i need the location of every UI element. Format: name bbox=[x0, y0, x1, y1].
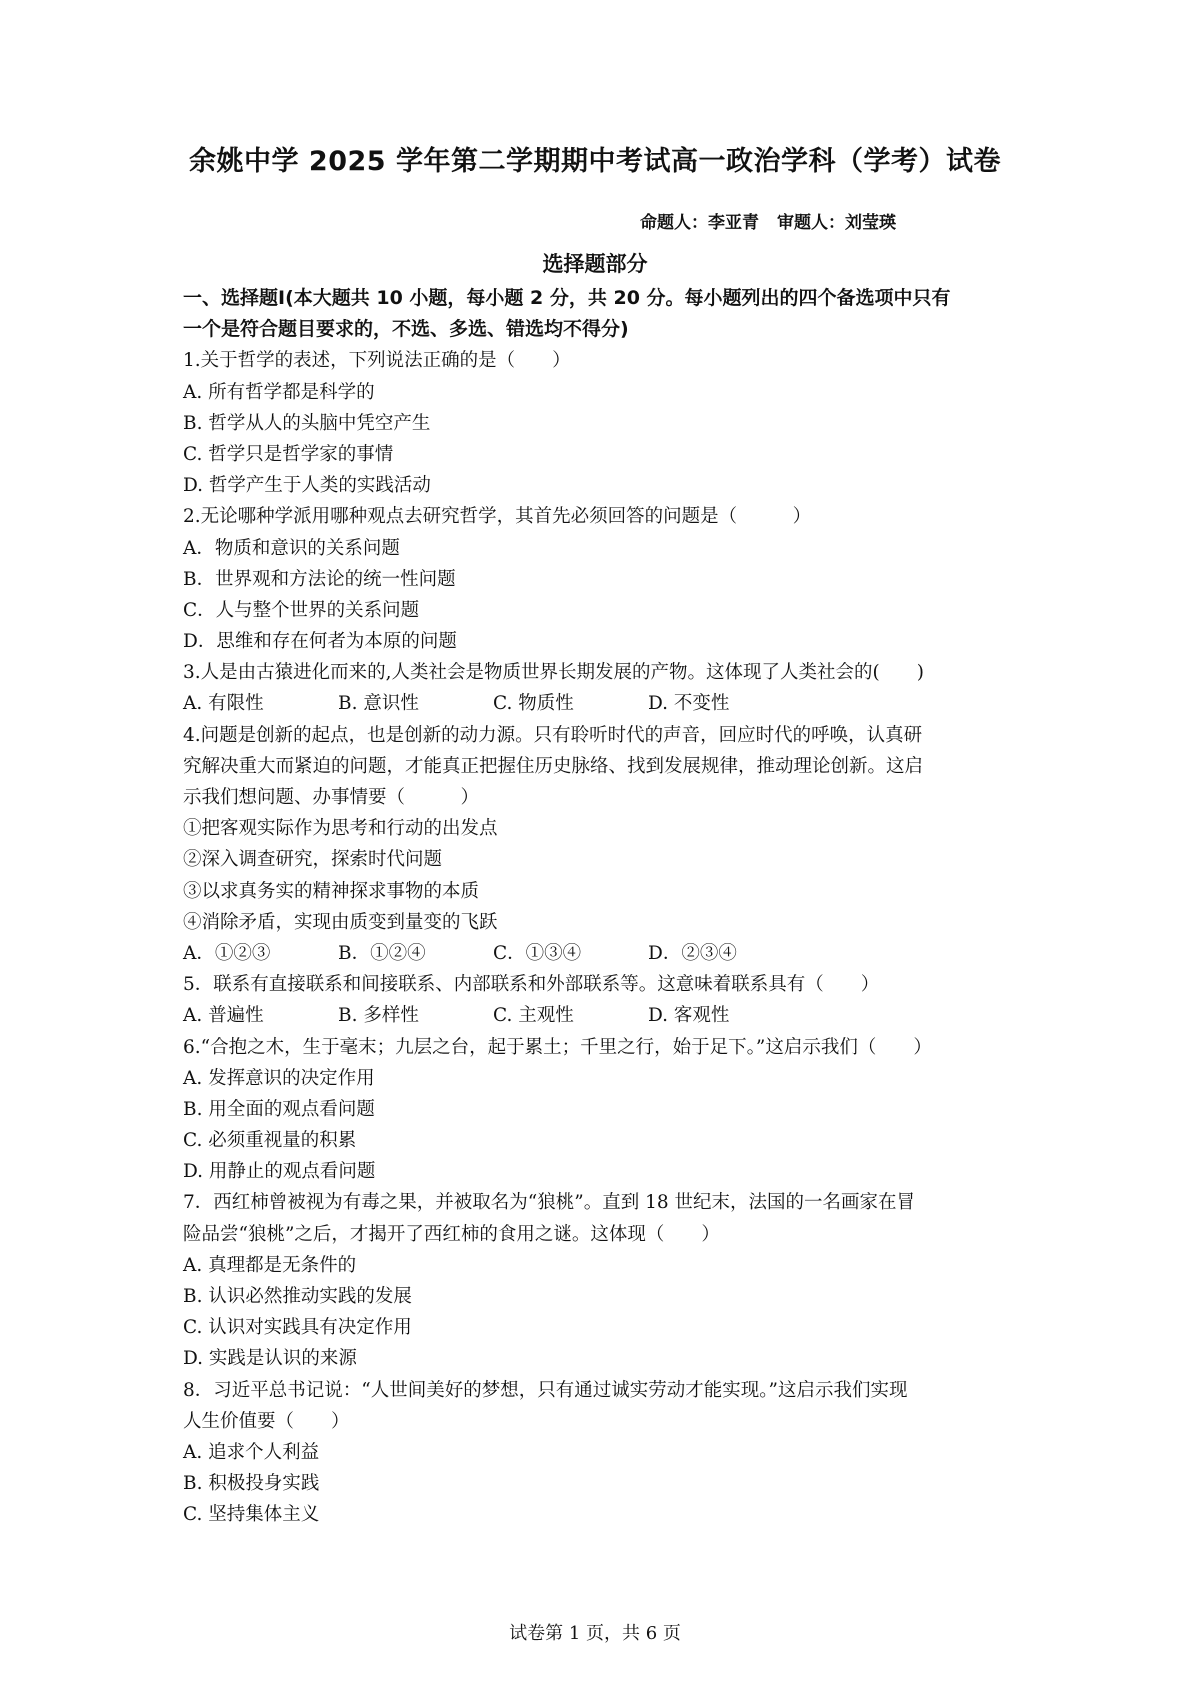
q4-statement-3: ③以求真务实的精神探求事物的本质 bbox=[183, 880, 480, 902]
questions-content bbox=[183, 283, 1018, 1531]
q7-option-c: C. 认识对实践具有决定作用 bbox=[183, 1317, 412, 1339]
q3-option-d: D. 不变性 bbox=[648, 693, 730, 715]
q7-option-a: A. 真理都是无条件的 bbox=[183, 1254, 357, 1276]
q3-stem: 3.人是由古猿进化而来的,人类社会是物质世界长期发展的产物。这体现了人类社会的( ) bbox=[183, 662, 924, 684]
q3-option-c: C. 物质性 bbox=[493, 693, 574, 715]
q2-stem: 2.无论哪种学派用哪种观点去研究哲学，其首先必须回答的问题是（ ） bbox=[183, 506, 812, 528]
q2-option-a: A．物质和意识的关系问题 bbox=[183, 537, 400, 559]
page-footer: 试卷第 1 页，共 6 页 bbox=[509, 1623, 681, 1644]
q7-stem-line2: 险品尝“狼桃”之后，才揭开了西红柿的食用之谜。这体现（ ） bbox=[183, 1223, 720, 1245]
q1-option-c: C. 哲学只是哲学家的事情 bbox=[183, 443, 394, 465]
q8-option-b: B. 积极投身实践 bbox=[183, 1473, 320, 1495]
q2-option-b: B．世界观和方法论的统一性问题 bbox=[183, 568, 456, 590]
q6-stem: 6.“合抱之木，生于毫末；九层之台，起于累土；千里之行，始于足下。”这启示我们（ ） bbox=[183, 1036, 932, 1058]
question-setter: 命题人：李亚青 bbox=[640, 213, 759, 233]
q1-stem: 1.关于哲学的表述，下列说法正确的是（ ） bbox=[183, 350, 571, 372]
q4-option-d: D．②③④ bbox=[648, 942, 737, 964]
q5-option-d: D. 客观性 bbox=[648, 1005, 730, 1027]
q6-option-c: C. 必须重视量的积累 bbox=[183, 1130, 357, 1152]
q3-option-a: A. 有限性 bbox=[183, 693, 264, 715]
q1-option-d: D. 哲学产生于人类的实践活动 bbox=[183, 475, 431, 497]
q7-stem-line1: 7．西红柿曾被视为有毒之果，并被取名为“狼桃”。直到 18 世纪末，法国的一名画家在冒 bbox=[183, 1192, 915, 1214]
q5-option-b: B. 多样性 bbox=[338, 1005, 419, 1027]
q8-stem-line1: 8．习近平总书记说：“人世间美好的梦想，只有通过诚实劳动才能实现。”这启示我们实现 bbox=[183, 1379, 908, 1401]
q5-stem: 5．联系有直接联系和间接联系、内部联系和外部联系等。这意味着联系具有（ ） bbox=[183, 974, 880, 996]
q2-option-c: C．人与整个世界的关系问题 bbox=[183, 599, 420, 621]
q3-options bbox=[183, 688, 1018, 719]
q6-option-a: A. 发挥意识的决定作用 bbox=[183, 1067, 375, 1089]
q8-option-a: A. 追求个人利益 bbox=[183, 1441, 320, 1463]
exam-title: 余姚中学 2025 学年第二学期期中考试高一政治学科（学考）试卷 bbox=[189, 146, 1001, 177]
q4-statement-2: ②深入调查研究，探索时代问题 bbox=[183, 849, 443, 871]
section-heading-line2: 一个是符合题目要求的，不选、多选、错选均不得分) bbox=[183, 318, 629, 341]
section-heading-line1: 一、选择题Ⅰ(本大题共 10 小题，每小题 2 分，共 20 分。每小题列出的四个备选项中只有 bbox=[183, 287, 951, 309]
q4-statement-4: ④消除矛盾，实现由质变到量变的飞跃 bbox=[183, 911, 498, 933]
q4-option-a: A．①②③ bbox=[183, 942, 271, 964]
q4-option-b: B．①②④ bbox=[338, 942, 426, 964]
q4-option-c: C．①③④ bbox=[493, 942, 582, 964]
q5-options bbox=[183, 1000, 1018, 1031]
q6-option-d: D. 用静止的观点看问题 bbox=[183, 1161, 376, 1183]
q2-option-d: D．思维和存在何者为本原的问题 bbox=[183, 631, 457, 653]
q5-option-a: A. 普遍性 bbox=[183, 1005, 264, 1027]
authors-line bbox=[640, 210, 896, 236]
q3-option-b: B. 意识性 bbox=[338, 693, 419, 715]
q1-option-a: A. 所有哲学都是科学的 bbox=[183, 381, 375, 403]
q8-stem-line2: 人生价值要（ ） bbox=[183, 1410, 350, 1432]
q4-options bbox=[183, 938, 1018, 969]
q4-statement-1: ①把客观实际作为思考和行动的出发点 bbox=[183, 818, 498, 840]
q4-stem-line1: 4.问题是创新的起点，也是创新的动力源。只有聆听时代的声音，回应时代的呼唤，认真研 bbox=[183, 724, 923, 746]
part-title: 选择题部分 bbox=[542, 252, 648, 276]
question-reviewer: 审题人：刘莹瑛 bbox=[777, 213, 896, 233]
q1-option-b: B. 哲学从人的头脑中凭空产生 bbox=[183, 412, 431, 434]
q5-option-c: C. 主观性 bbox=[493, 1005, 574, 1027]
q6-option-b: B. 用全面的观点看问题 bbox=[183, 1098, 375, 1120]
q4-stem-line3: 示我们想问题、办事情要（ ） bbox=[183, 787, 480, 808]
q4-stem-line2: 究解决重大而紧迫的问题，才能真正把握住历史脉络、找到发展规律，推动理论创新。这启 bbox=[183, 755, 924, 777]
q8-option-c: C. 坚持集体主义 bbox=[183, 1504, 320, 1526]
q7-option-b: B. 认识必然推动实践的发展 bbox=[183, 1286, 412, 1307]
q7-option-d: D. 实践是认识的来源 bbox=[183, 1348, 357, 1370]
